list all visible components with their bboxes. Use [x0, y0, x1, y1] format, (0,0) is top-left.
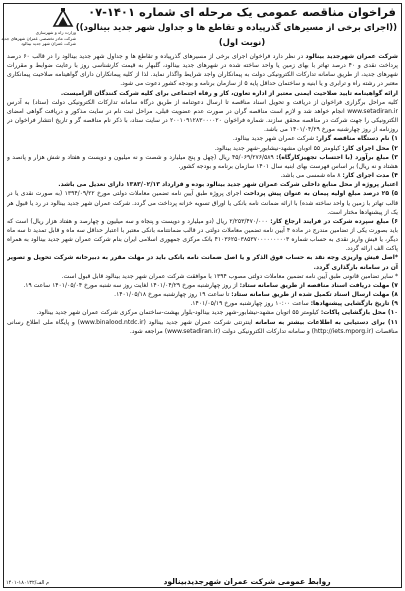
organization-name [1, 30, 76, 47]
paragraph-item-5 [7, 189, 398, 216]
paragraph-label: ۱۱) برای دستیابی به اطلاعات بیشتر به سامانه [255, 318, 398, 326]
paragraph-item-9 [7, 299, 398, 308]
org-line-company: شرکت عمران شهر جدید بینالود [21, 41, 76, 47]
org-line-parent-company: شرکت مادر تخصصی عمران شهرهای جدید [1, 35, 76, 41]
paragraph-text: * سایر تضامین قانونی طبق آیین نامه تضمین معاملات دولتی مصوب ۱۳۹۴ با موافقت شرکت عمران شهر جدید بینالود قابل قبول است. [61, 272, 398, 280]
paragraph-text: از روز چهارشنبه مورخ ۱۴۰۱/۰۴/۲۹ لغایت روز سه شنبه مورخ ۱۴۰۱/۰۵/۰۴ ساعت ۱۹. [23, 281, 240, 289]
paragraph-note-1 [7, 253, 398, 271]
notice-subtitle: ((اجرای برخی از مسیرهای گذرپیاده و تقاطع ها و جداول شهر جدید بینالود)) [75, 23, 397, 33]
paragraph-safety [7, 89, 398, 98]
paragraph-intro [7, 52, 398, 89]
paragraph-item-3 [7, 153, 398, 171]
paragraph-text: کیلومتر ۵۵ اتوبان مشهد-نیشابور-شهر جدید بینالود. [214, 144, 343, 152]
paragraph-item-2 [7, 144, 398, 153]
paragraph-note-2 [7, 272, 398, 281]
paragraph-item-11 [7, 318, 398, 336]
paragraph-text: اجرای پروژه طبق آیین نامه تضمین معاملات دولتی مورخ ۱۳۹۴/۰۹/۲۲ (به صورت نقدی یا در قالب تهاتر با زمین یا واحد ساخته شده) با ارائه ضمانت نامه بانکی یا اوراق تسویه خزانه پرداخت می گردد. شرکت عمران شهر جدید بینالود در رد یا قبول هر یک از پیشنهادها مختار است. [7, 190, 398, 216]
paragraph-text: شرکت عمران شهر جدید بینالود. [232, 135, 316, 143]
paragraph-text: ۲/۲۵۳/۴۷۰/۰۰۰ ریال (دو میلیارد و دویست و پنجاه و سه میلیون و چهارصد و هفتاد هزار ریال) است که باید بصورت یکی از تضامین مندرج در ماده ۴ آیین نامه تضمین معاملات دولتی در قالب ضمانتنامه بانکی معتبر با اعتبار حداقل سه ماه و قابل تمدید تا سه ماه دیگر، یا فیش واریز نقدی به حساب شماره ۴۱۰۳۶۲۵۰۳۸۵۳۷۰۰۰۰۰۰۰۰۰۳ بانک مرکزی جمهوری اسلامی ایران بنام شرکت عمران شهر جدید بینالود به همراه پاکت الف ارائه گردد. [7, 217, 398, 253]
paragraph-item-4 [7, 171, 398, 180]
organization-logo-icon [52, 6, 74, 28]
paragraph-label: ۲) محل اجرای کار: [342, 144, 398, 152]
paragraph-text: ۴۵/۰۶۹/۲۷۶/۵۸۹ ریال (چهل و پنج میلیارد و شصت و نه میلیون و دویست و هفتاد و شش هزار و پانصد و هشتاد و نه ریال) بر اساس فهرست بهای ابنیه سال ۱۴۰۱ سازمان برنامه و بودجه کشور. [7, 153, 398, 170]
paragraph-text: ۸ ماه شمسی می باشد. [280, 172, 343, 180]
paragraph-label: ۴) مدت اجرای کار: [342, 172, 398, 180]
notice-body [7, 52, 398, 572]
notice-code: ۱۴۰۱-۱۸۰۱۳۲/م الف [6, 580, 50, 586]
paragraph-label: ۶) مبلغ سپرده شرکت در فرایند ارجاع کار: [270, 217, 398, 225]
paragraph-text: ساعت ۱۰:۰۰ روز چهارشنبه مورخ ۱۴۰۱/۰۵/۱۹. [190, 300, 311, 308]
paragraph-text-bold: ارائه گواهینامه تایید صلاحیت ایمنی معتبر از اداره تعاون، کار و رفاه اجتماعی برای کلیه شرکت کنندگان الزامیست. [60, 89, 398, 97]
paragraph-label: ۸) مهلت ارسال اسناد تکمیل شده از طریق سامانه ستاد: [231, 291, 398, 299]
paragraph-label: ۹) تاریخ بازگشایی پیشنهادها: [310, 300, 398, 308]
org-line-ministry: وزارت راه و شهرسازی [35, 30, 76, 35]
paragraph-label: ۱۰) محل بازگشایی پاکات: [320, 309, 398, 317]
paragraph-item-7 [7, 281, 398, 290]
paragraph-text: تا ساعت ۱۹ روز چهارشنبه مورخ ۱۴۰۱/۰۵/۱۸. [114, 291, 232, 299]
paragraph-text: کلیه مراحل برگزاری فراخوان از دریافت و تحویل اسناد مناقصه تا ارسال دعوتنامه از طریق درگاه سامانه تدارکات الکترونیکی دولت (ستاد) به آدرس www.setadiran.ir انجام خواهد شد و لازم است مناقصه گران در صورت عدم عضویت قبلی، مراحل ثبت نام در سایت مذکور و دریافت گواهی امضای الکترونیکی را جهت شرکت در مناقصه محقق سازند. شماره فراخوان ۲۰۰۱۰۹۱۲۸۳۰۰۰۰۲۰ در سایت ستاد، با ذکر نام مناقصه گر و تاریخ انتشار فراخوان در روزنامه از روز چهارشنبه مورخ ۱۴۰۱/۰۴/۲۹ می باشد. [7, 98, 398, 134]
paragraph-label: ۱) نام دستگاه مناقصه گزار: [315, 135, 398, 143]
paragraph-item-10 [7, 308, 398, 317]
paragraph-item-8 [7, 290, 398, 299]
public-relations-signature: روابط عمومی شرکت عمران شهرجدیدبینالود [163, 577, 331, 586]
paragraph-funding [7, 180, 398, 189]
paragraph-label: ۷) مهلت دریافت اسناد مناقصه از طریق سامانه ستاد: [239, 281, 398, 289]
notice-round: (نوبت اول) [218, 37, 266, 47]
paragraph-label: ۳) مبلغ برآورد (با احتساب تجهیزکارگاه): [276, 153, 398, 161]
paragraph-text-bold: اعتبار پروژه از محل منابع داخلی شرکت عمران شهر جدید بینالود بوده و قرارداد ۱۳۸۳/۰۲/۱۳ دارای تعدیل می باشد. [58, 181, 398, 189]
paragraph-text-bold: *اصل فیش واریزی وجه نقد به حساب فوق الذکر و یا اصل ضمانت نامه بانکی باید در مهلت مقرر به دبیرخانه شرکت تحویل و تصویر آن در سامانه بارگذاری گردد. [7, 254, 398, 271]
notice-title: فراخوان مناقصه عمومی یک مرحله ای شماره ۱۴۰۱-۰۷ [88, 5, 396, 19]
paragraph-text: کیلومتر ۵۵ اتوبان مشهد-نیشابور-شهر جدید بینالود-بلوار بهشت-ساختمان مرکزی شرکت عمران شهر جدید بینالود. [36, 309, 321, 317]
paragraph-text: در نظر دارد فراخوان اجرای برخی از مسیرهای گذرپیاده و تقاطع ها و جداول شهر جدید بینالود را در قالب ۶۰ درصد پرداخت نقدی و ۴۰ درصد تهاتر با بهای زمین یا واحد ساخته شده در شهرهای جدید بینالود، گلبهار به قیمت کارشناسی روز با رعایت ضوابط و مقررات شهرهای جدید، از طریق سامانه تدارکات الکترونیکی دولت به پیمانکاران واجد شرایط واگذار نماید. لذا از کلیه پیمانکاران دارای گواهینامه صلاحیت پیمانکاری معتبر در رشته راه و ترابری و یا ابنیه و ساختمان حداقل پایه ۵ از سازمان برنامه و بودجه کشور دعوت می شود. [7, 53, 398, 88]
paragraph-item-1 [7, 134, 398, 143]
paragraph-label: شرکت عمران شهرجدید بینالود [305, 53, 398, 60]
paragraph-text: اینترنتی شرکت عمران شهر جدید بینالود (www.binalood.ntdc.ir) و پایگاه ملی اطلاع رسانی مناقصات (http://iets.mporg.ir) و سامانه تدارکات الکترونیکی دولت (www.setadiran.ir) مراجعه شود. [7, 318, 398, 335]
paragraph-item-6 [7, 217, 398, 254]
paragraph-setad [7, 98, 398, 135]
paragraph-label: ۵) ۲۵ درصد مبلغ اولیه پیمان به عنوان پیش پرداخت [243, 190, 398, 198]
